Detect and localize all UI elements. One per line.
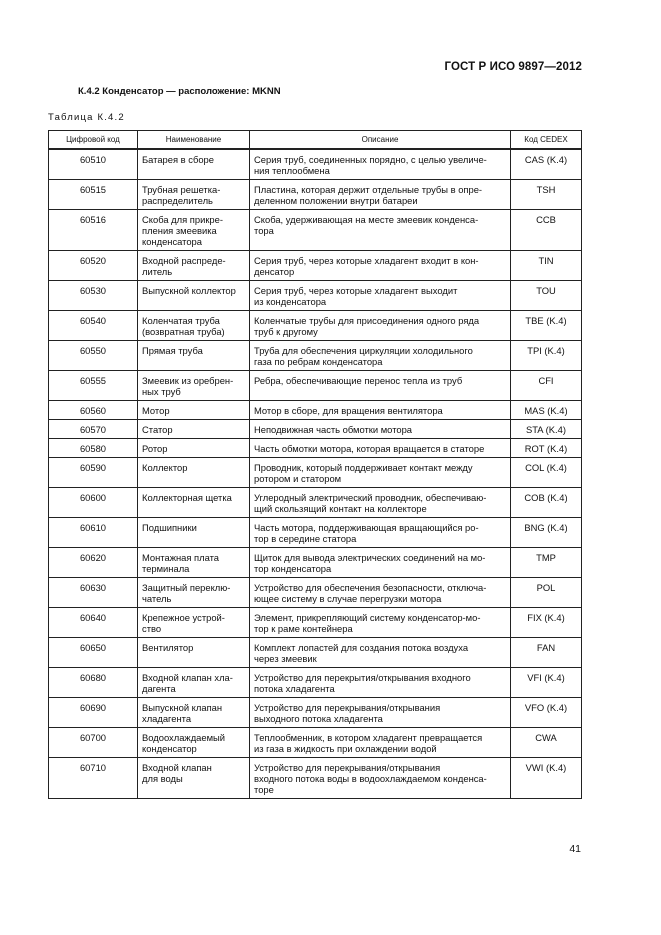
cell-description: Часть мотора, поддерживающая вращающийся ро- тор в середине статора bbox=[250, 518, 511, 548]
cell-name: Статор bbox=[138, 420, 250, 439]
table-row bbox=[49, 251, 582, 281]
cell-name: Батарея в сборе bbox=[138, 149, 250, 180]
cell-code: 60710 bbox=[49, 758, 138, 799]
cell-code: 60640 bbox=[49, 608, 138, 638]
cell-cedex: CCB bbox=[511, 210, 582, 251]
cell-cedex: TPI (K.4) bbox=[511, 341, 582, 371]
cell-cedex: ROT (K.4) bbox=[511, 439, 582, 458]
table-row bbox=[49, 728, 582, 758]
cell-description: Устройство для обеспечения безопасности, отключа- ющее систему в случае перегрузки мотора bbox=[250, 578, 511, 608]
cell-description: Комплект лопастей для создания потока воздуха через змеевик bbox=[250, 638, 511, 668]
cell-description: Устройство для перекрывания/открывания входного потока воды в водоохлаждаемом конденса- торе bbox=[250, 758, 511, 799]
cell-code: 60610 bbox=[49, 518, 138, 548]
table-row bbox=[49, 518, 582, 548]
table-header-row bbox=[49, 131, 582, 150]
cell-description: Элемент, прикрепляющий систему конденсатор-мо- тор к раме контейнера bbox=[250, 608, 511, 638]
cell-code: 60680 bbox=[49, 668, 138, 698]
cell-description: Серия труб, через которые хладагент выходит из конденсатора bbox=[250, 281, 511, 311]
cell-description: Устройство для перекрывания/открывания выходного потока хладагента bbox=[250, 698, 511, 728]
table-row bbox=[49, 758, 582, 799]
cell-description: Ребра, обеспечивающие перенос тепла из труб bbox=[250, 371, 511, 401]
column-header-code: Цифровой код bbox=[49, 131, 138, 150]
cell-name: Трубная решетка- распределитель bbox=[138, 180, 250, 210]
cell-description: Теплообменник, в котором хладагент превращается из газа в жидкость при охлаждении водой bbox=[250, 728, 511, 758]
cell-code: 60555 bbox=[49, 371, 138, 401]
cell-cedex: CWA bbox=[511, 728, 582, 758]
cell-cedex: VWI (K.4) bbox=[511, 758, 582, 799]
cell-name: Коллектор bbox=[138, 458, 250, 488]
cell-cedex: TOU bbox=[511, 281, 582, 311]
table-row bbox=[49, 488, 582, 518]
page-number: 41 bbox=[569, 843, 581, 855]
cell-code: 60530 bbox=[49, 281, 138, 311]
cell-cedex: TBE (K.4) bbox=[511, 311, 582, 341]
table-row bbox=[49, 548, 582, 578]
cell-name: Выпускной коллектор bbox=[138, 281, 250, 311]
table-row bbox=[49, 439, 582, 458]
cell-code: 60690 bbox=[49, 698, 138, 728]
cell-name: Входной клапан для воды bbox=[138, 758, 250, 799]
cell-code: 60550 bbox=[49, 341, 138, 371]
cell-description: Коленчатые трубы для присоединения одного ряда труб к другому bbox=[250, 311, 511, 341]
cell-code: 60540 bbox=[49, 311, 138, 341]
cell-cedex: TIN bbox=[511, 251, 582, 281]
cell-code: 60570 bbox=[49, 420, 138, 439]
cell-cedex: COB (K.4) bbox=[511, 488, 582, 518]
cell-name: Входной клапан хла- дагента bbox=[138, 668, 250, 698]
column-header-cedex: Код CEDEX bbox=[511, 131, 582, 150]
column-header-name: Наименование bbox=[138, 131, 250, 150]
table-row bbox=[49, 698, 582, 728]
cell-code: 60650 bbox=[49, 638, 138, 668]
cell-code: 60580 bbox=[49, 439, 138, 458]
cell-cedex: CFI bbox=[511, 371, 582, 401]
cell-cedex: CAS (K.4) bbox=[511, 149, 582, 180]
table-row bbox=[49, 311, 582, 341]
table-row bbox=[49, 420, 582, 439]
cell-name: Водоохлаждаемый конденсатор bbox=[138, 728, 250, 758]
cell-name: Выпускной клапан хладагента bbox=[138, 698, 250, 728]
table-row bbox=[49, 608, 582, 638]
cell-description: Серия труб, соединенных порядно, с целью увеличе- ния теплообмена bbox=[250, 149, 511, 180]
cell-description: Углеродный электрический проводник, обеспечиваю- щий скользящий контакт на коллекторе bbox=[250, 488, 511, 518]
cell-cedex: FAN bbox=[511, 638, 582, 668]
cell-name: Ротор bbox=[138, 439, 250, 458]
cell-description: Щиток для вывода электрических соединений на мо- тор конденсатора bbox=[250, 548, 511, 578]
cell-code: 60516 bbox=[49, 210, 138, 251]
cell-description: Мотор в сборе, для вращения вентилятора bbox=[250, 401, 511, 420]
cell-name: Змеевик из оребрен- ных труб bbox=[138, 371, 250, 401]
table-row bbox=[49, 638, 582, 668]
column-header-description: Описание bbox=[250, 131, 511, 150]
table-row bbox=[49, 281, 582, 311]
cell-code: 60700 bbox=[49, 728, 138, 758]
cell-code: 60560 bbox=[49, 401, 138, 420]
document-code: ГОСТ Р ИСО 9897—2012 bbox=[444, 61, 582, 73]
cell-name: Подшипники bbox=[138, 518, 250, 548]
cell-name: Вентилятор bbox=[138, 638, 250, 668]
cell-name: Защитный переклю- чатель bbox=[138, 578, 250, 608]
cell-name: Крепежное устрой- ство bbox=[138, 608, 250, 638]
cell-name: Коленчатая труба (возвратная труба) bbox=[138, 311, 250, 341]
table-row bbox=[49, 578, 582, 608]
cell-cedex: VFI (K.4) bbox=[511, 668, 582, 698]
table-row bbox=[49, 149, 582, 180]
cell-name: Коллекторная щетка bbox=[138, 488, 250, 518]
cell-cedex: FIX (K.4) bbox=[511, 608, 582, 638]
cell-cedex: TSH bbox=[511, 180, 582, 210]
components-table bbox=[48, 130, 582, 799]
cell-code: 60590 bbox=[49, 458, 138, 488]
cell-name: Входной распреде- литель bbox=[138, 251, 250, 281]
cell-cedex: TMP bbox=[511, 548, 582, 578]
cell-cedex: POL bbox=[511, 578, 582, 608]
table-caption: Таблица К.4.2 bbox=[48, 112, 125, 123]
cell-cedex: VFO (K.4) bbox=[511, 698, 582, 728]
cell-code: 60600 bbox=[49, 488, 138, 518]
cell-name: Прямая труба bbox=[138, 341, 250, 371]
cell-name: Скоба для прикре- пления змеевика конденсатора bbox=[138, 210, 250, 251]
cell-description: Серия труб, через которые хладагент входит в кон- денсатор bbox=[250, 251, 511, 281]
cell-name: Мотор bbox=[138, 401, 250, 420]
table-row bbox=[49, 458, 582, 488]
cell-code: 60515 bbox=[49, 180, 138, 210]
table-body bbox=[49, 149, 582, 799]
cell-code: 60510 bbox=[49, 149, 138, 180]
cell-cedex: MAS (K.4) bbox=[511, 401, 582, 420]
cell-code: 60520 bbox=[49, 251, 138, 281]
table-row bbox=[49, 210, 582, 251]
cell-code: 60630 bbox=[49, 578, 138, 608]
cell-cedex: STA (K.4) bbox=[511, 420, 582, 439]
cell-code: 60620 bbox=[49, 548, 138, 578]
table-row bbox=[49, 401, 582, 420]
table-row bbox=[49, 668, 582, 698]
cell-description: Пластина, которая держит отдельные трубы в опре- деленном положении внутри батареи bbox=[250, 180, 511, 210]
cell-description: Часть обмотки мотора, которая вращается в статоре bbox=[250, 439, 511, 458]
cell-cedex: BNG (K.4) bbox=[511, 518, 582, 548]
section-heading: К.4.2 Конденсатор — расположение: MKNN bbox=[78, 86, 281, 97]
cell-description: Скоба, удерживающая на месте змеевик конденса- тора bbox=[250, 210, 511, 251]
cell-description: Неподвижная часть обмотки мотора bbox=[250, 420, 511, 439]
cell-description: Устройство для перекрытия/открывания входного потока хладагента bbox=[250, 668, 511, 698]
cell-name: Монтажная плата терминала bbox=[138, 548, 250, 578]
cell-cedex: COL (K.4) bbox=[511, 458, 582, 488]
table-row bbox=[49, 371, 582, 401]
table-row bbox=[49, 180, 582, 210]
cell-description: Труба для обеспечения циркуляции холодильного газа по ребрам конденсатора bbox=[250, 341, 511, 371]
cell-description: Проводник, который поддерживает контакт между ротором и статором bbox=[250, 458, 511, 488]
table-row bbox=[49, 341, 582, 371]
